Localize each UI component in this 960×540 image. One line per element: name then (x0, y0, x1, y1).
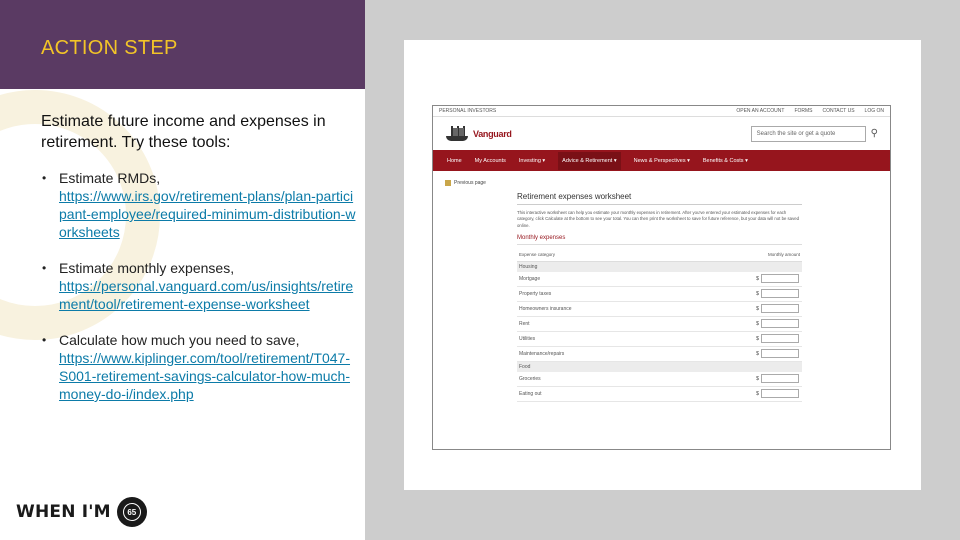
back-icon (445, 180, 451, 186)
bullet-icon: • (42, 261, 47, 275)
search-icon[interactable]: ⚲ (870, 128, 878, 139)
amount-input[interactable] (761, 374, 799, 383)
nav-home[interactable]: Home (447, 157, 462, 164)
currency-symbol: $ (755, 375, 759, 382)
logo-badge-icon (117, 497, 147, 527)
table-header (517, 248, 802, 262)
currency-symbol: $ (755, 305, 759, 312)
slide-title: ACTION STEP (41, 37, 178, 59)
nav-news[interactable]: News & Perspectives ▾ (633, 157, 690, 164)
previous-page-label: Previous page (454, 180, 486, 186)
util-personal-investors[interactable]: PERSONAL INVESTORS (439, 108, 497, 114)
list-item (41, 259, 356, 313)
table-row (517, 287, 802, 302)
amount-input[interactable] (761, 289, 799, 298)
nav-benefits[interactable]: Benefits & Costs ▾ (702, 157, 748, 164)
slide-content (41, 111, 356, 421)
table-row (517, 332, 802, 347)
worksheet-description: This interactive worksheet can help you estimate your monthly expenses in retirement. After you've entered your estimated expenses for each category, click Calculate at the bottom to see your total. You can then print the worksheet to save for future reference, but your data will not be saved online. (517, 210, 800, 228)
currency-symbol: $ (755, 290, 759, 297)
row-label: Mortgage (519, 275, 541, 282)
table-row (517, 372, 802, 387)
worksheet-rows (517, 262, 802, 402)
slide-left-panel (0, 0, 365, 540)
amount-input[interactable] (761, 274, 799, 283)
currency-symbol: $ (755, 335, 759, 342)
amount-input[interactable] (761, 334, 799, 343)
irs-rmd-link[interactable]: https://www.irs.gov/retirement-plans/plan-participant-employee/required-minimum-distribution-worksheets (59, 188, 356, 240)
bullet-text: Calculate how much you need to save, (59, 332, 300, 348)
currency-symbol: $ (755, 320, 759, 327)
util-link-log-on[interactable]: LOG ON (864, 108, 884, 114)
table-row (517, 272, 802, 287)
col-category: Expense category (519, 251, 556, 257)
logo-badge-number: 65 (123, 503, 141, 521)
amount-input[interactable] (761, 304, 799, 313)
intro-text: Estimate future income and expenses in retirement. Try these tools: (41, 113, 326, 151)
vanguard-screenshot (432, 105, 891, 450)
nav-investing[interactable]: Investing ▾ (518, 157, 546, 164)
row-label: Homeowners insurance (519, 305, 572, 312)
worksheet-title: Retirement expenses worksheet (517, 192, 802, 205)
expenses-worksheet (517, 192, 802, 402)
list-item (41, 331, 356, 403)
main-nav (433, 150, 890, 171)
when-im-65-logo (16, 496, 147, 528)
logo-text: WHEN I'M (16, 502, 111, 522)
util-link-open-account[interactable]: OPEN AN ACCOUNT (736, 108, 785, 114)
currency-symbol: $ (755, 275, 759, 282)
amount-input[interactable] (761, 319, 799, 328)
previous-page-link[interactable] (445, 180, 486, 186)
nav-news-label: News & Perspectives (633, 157, 686, 164)
search-input[interactable]: Search the site or get a quote (751, 126, 866, 142)
amount-input[interactable] (761, 349, 799, 358)
bullet-text: Estimate RMDs, (59, 170, 161, 186)
row-label: Groceries (519, 375, 541, 382)
currency-symbol: $ (755, 350, 759, 357)
row-label: Utilities (519, 335, 536, 342)
table-row (517, 387, 802, 402)
amount-input[interactable] (761, 389, 799, 398)
row-label: Rent (519, 320, 530, 327)
bullet-icon: • (42, 171, 47, 185)
utility-bar (433, 106, 890, 117)
bullet-icon: • (42, 333, 47, 347)
screenshot-frame (404, 40, 921, 490)
nav-advice-label: Advice & Retirement (562, 157, 613, 164)
vanguard-expense-link[interactable]: https://personal.vanguard.com/us/insights/retirement/tool/retirement-expense-worksheet (59, 278, 354, 312)
table-row (517, 302, 802, 317)
util-links (736, 108, 884, 114)
nav-advice-retirement[interactable]: Advice & Retirement ▾ (558, 152, 620, 170)
vanguard-wordmark[interactable]: Vanguard (473, 128, 512, 139)
row-label: Eating out (519, 390, 542, 397)
row-label: Maintenance/repairs (519, 350, 565, 357)
nav-benefits-label: Benefits & Costs (702, 157, 744, 164)
nav-investing-label: Investing (518, 157, 541, 164)
util-link-forms[interactable]: FORMS (794, 108, 813, 114)
group-header: Food (517, 362, 802, 372)
kiplinger-calculator-link[interactable]: https://www.kiplinger.com/tool/retirement/T047-S001-retirement-savings-calculator-how-much-money-do-i/index.php (59, 350, 351, 402)
nav-my-accounts[interactable]: My Accounts (474, 157, 506, 164)
ship-logo-icon (445, 125, 469, 143)
table-row (517, 347, 802, 362)
group-header: Housing (517, 262, 802, 272)
brand-row (433, 117, 890, 150)
header-bar (0, 0, 365, 89)
util-link-contact[interactable]: CONTACT US (822, 108, 855, 114)
row-label: Property taxes (519, 290, 552, 297)
table-row (517, 317, 802, 332)
currency-symbol: $ (755, 390, 759, 397)
bullet-text: Estimate monthly expenses, (59, 260, 235, 276)
col-amount: Monthly amount (767, 251, 800, 257)
section-title: Monthly expenses (517, 235, 802, 245)
tools-list (41, 169, 356, 403)
list-item (41, 169, 356, 241)
